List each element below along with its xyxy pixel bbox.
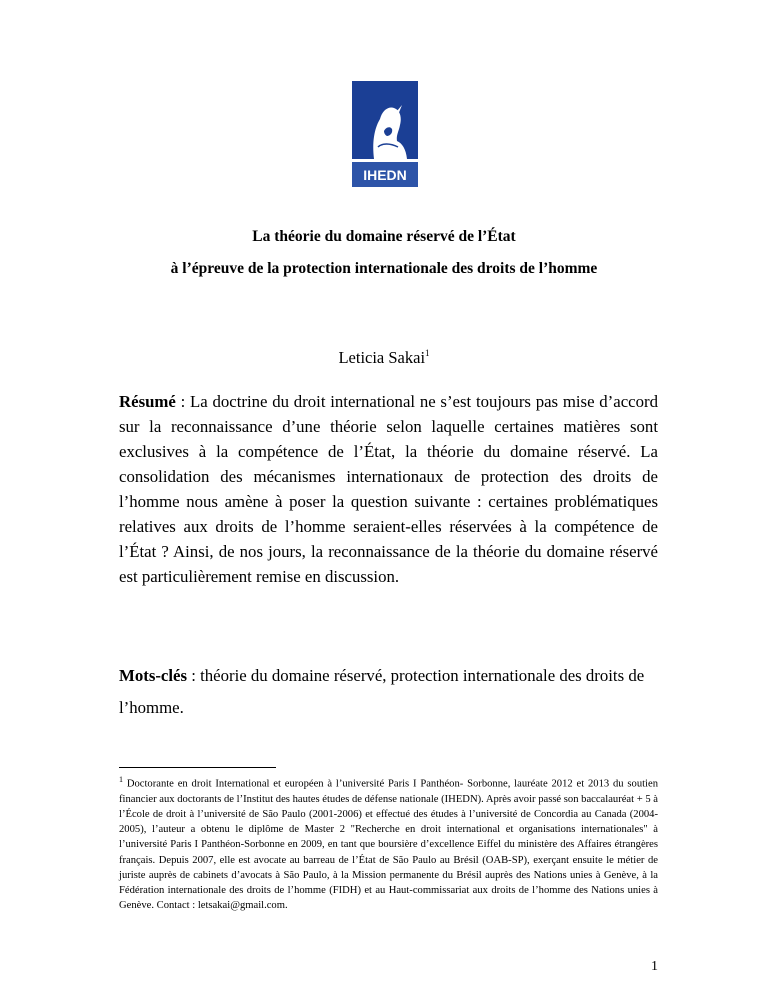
logo-text: IHEDN [363,167,407,183]
author-name: Leticia Sakai [338,348,426,367]
ihedn-logo [352,81,418,187]
abstract [119,389,658,589]
abstract-label: Résumé [119,392,176,411]
title-line-1: La théorie du domaine réservé de l’État [252,228,516,245]
page-number: 1 [651,959,658,974]
author-footnote-ref: 1 [425,347,430,358]
footnote-separator [119,767,276,768]
author [0,348,768,368]
footnote [119,772,658,913]
footnote-number: 1 [119,775,123,784]
keywords-label: Mots-clés [119,666,188,685]
title-line-2: à l’épreuve de la protection internationale des droits de l’homme [170,260,598,277]
keywords-text: : théorie du domaine réservé, protection internationale des droits de l’homme. [119,666,645,717]
keywords [119,660,658,724]
abstract-text: : La doctrine du droit international ne s’est toujours pas mise d’accord sur la reconnaissance d’une théorie selon laquelle certaines matières sont exclusives à la compétence de l’État, la théorie du domaine réservé. La consolidation des mécanismes internationaux de protection des droits de l’homme nous amène à poser la question suivante : certaines problématiques relatives aux droits de l’homme seraient-elles réservées à la compétence de l’État ? Ainsi, de nos jours, la reconnaissance de la théorie du domaine réservé est particulièrement remise en discussion. [119,392,658,586]
footnote-text: Doctorante en droit International et européen à l’université Paris I Panthéon- Sorbonne, lauréate 2012 et 2013 du soutien financier aux doctorants de l’Institut des hautes études de défense nationale (IHEDN). Après avoir passé son baccalauréat + 5 à l’École de droit à l’université de São Paulo (2001-2006) et effectué des études à l’université de Concordia au Canada (2004-2005), l’auteur a obtenu le diplôme de Master 2 "Recherche en droit international et organisations internationales" à l’université Paris I Panthéon-Sorbonne en 2009, en tant que boursière d’excellence Eiffel du ministère des Affaires étrangères français. Depuis 2007, elle est avocate au barreau de l’État de São Paulo au Brésil (OAB-SP), exerçant ensuite le métier de juriste auprès de cabinets d’avocats à São Paulo, à la Mission permanente du Brésil auprès des Nations unies à Genève, à la Fédération internationale des droits de l’homme (FIDH) et au Haut-commissariat aux droits de l’homme des Nations unies à Genève. Contact : letsakai@gmail.com. [119,778,658,912]
